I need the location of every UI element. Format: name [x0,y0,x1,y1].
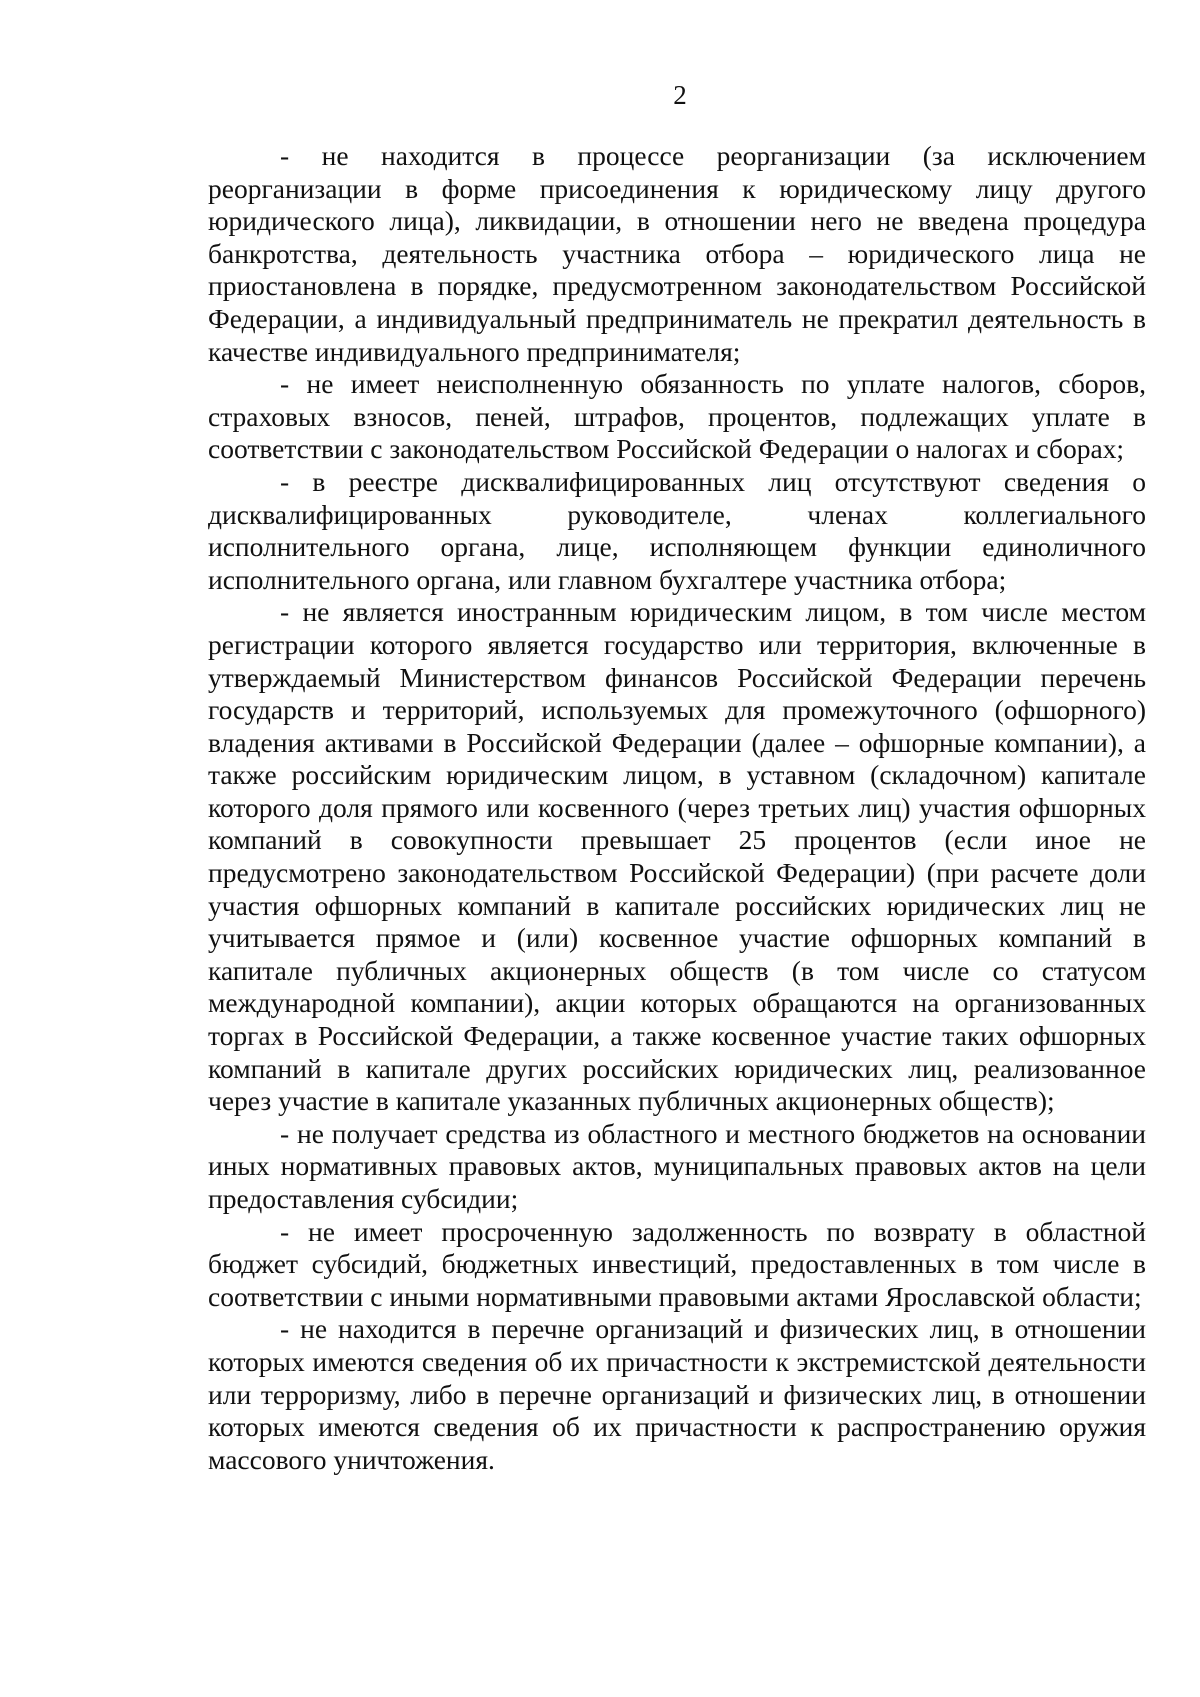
paragraph-no-reorganization: - не находится в процессе реорганизации (за исключением реорганизации в форме присоединения к юридическому лицу другого юридического лица), ликвидации, в отношении него не введена процедура банкротства, деятельность участника отбора – юридического лица не приостановлена в порядке, предусмотренном законодательством Российской Федерации, а индивидуальный предприниматель не прекратил деятельность в качестве индивидуального предпринимателя; [208,140,1146,367]
paragraph-no-other-budget-funds: - не получает средства из областного и местного бюджетов на основании иных нормативных правовых актов, муниципальных правовых актов на цели предоставления субсидии; [208,1117,1146,1214]
paragraph-offshore-companies: - не является иностранным юридическим лицом, в том числе местом регистрации которого является государство или территория, включенные в утверждаемый Министерством финансов Российской Федерации перечень государств и территорий, используемых для промежуточного (офшорного) владения активами в Российской Федерации (далее – офшорные компании), а также российским юридическим лицом, в уставном (складочном) капитале которого доля прямого или косвенного (через третьих лиц) участия офшорных компаний в совокупности превышает 25 процентов (если иное не предусмотрено законодательством Российской Федерации) (при расчете доли участия офшорных компаний в капитале российских юридических лиц не учитывается прямое и (или) косвенное участие офшорных компаний в капитале публичных акционерных обществ (в том числе со статусом международной компании), акции которых обращаются на организованных торгах в Российской Федерации, а также косвенное участие таких офшорных компаний в капитале других российских юридических лиц, реализованное через участие в капитале указанных публичных акционерных обществ); [208,596,1146,1117]
page-number: 2 [673,80,687,110]
paragraph-disqualified-persons: - в реестре дисквалифицированных лиц отсутствуют сведения о дисквалифицированных руководителе, членах коллегиального исполнительного органа, лице, исполняющем функции единоличного исполнительного органа, или главном бухгалтере участника отбора; [208,465,1146,595]
document-body [208,140,1146,1476]
paragraph-extremism-list: - не находится в перечне организаций и физических лиц, в отношении которых имеются сведения об их причастности к экстремистской деятельности или терроризму, либо в перечне организаций и физических лиц, в отношении которых имеются сведения об их причастности к распространению оружия массового уничтожения. [208,1313,1146,1475]
paragraph-no-tax-debt: - не имеет неисполненную обязанность по уплате налогов, сборов, страховых взносов, пеней, штрафов, процентов, подлежащих уплате в соответствии с законодательством Российской Федерации о налогах и сборах; [208,368,1146,465]
paragraph-no-overdue-debt: - не имеет просроченную задолженность по возврату в областной бюджет субсидий, бюджетных инвестиций, предоставленных в том числе в соответствии с иными нормативными правовыми актами Ярославской области; [208,1215,1146,1312]
